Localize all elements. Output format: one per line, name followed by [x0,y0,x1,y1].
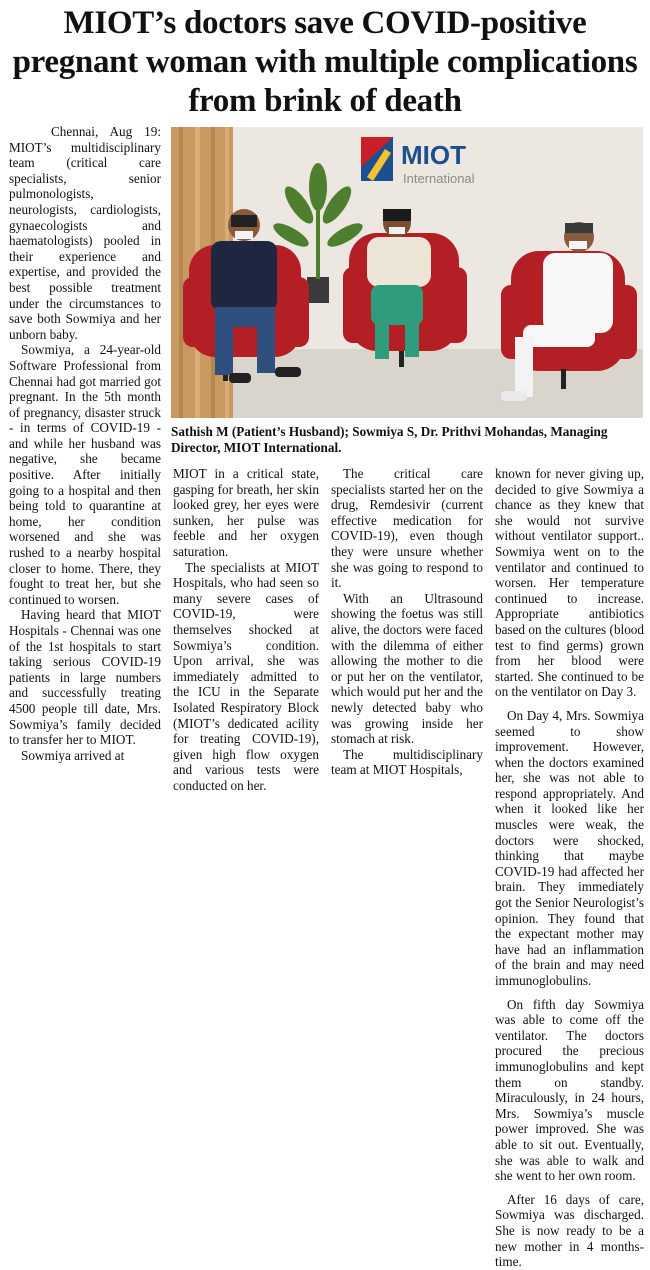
article-column-2 [173,466,319,793]
article-paragraph: On fifth day Sowmiya was able to come off the ventilator. The doctors procured the precious immunoglobulins and kept them on standby. Miraculously, in 24 hours, Mrs. Sowmiya’s muscle power improved. She was able to sit out. Eventually, she was able to walk and she went to her own room. [495,996,644,1184]
article-paragraph: Chennai, Aug 19: MIOT’s multidisciplinary team (critical care specialists, senior pulmonologists, neurologists, cardiologists, gynaecologists and haematologists) pooled in their experience and expertise, and provided the best possible treatment under the circumstances to save both Sowmiya and her unborn baby. [9,124,161,342]
article-paragraph: Sowmiya arrived at [21,747,125,763]
article-paragraph: After 16 days of care, Sowmiya was discharged. She is now ready to be a new mother in 4 months-time. [495,1191,644,1270]
logo-brand-text: MIOT [401,140,466,170]
article-paragraph: The multidisciplinary team at MIOT Hospitals, [331,746,483,778]
article-paragraph: MIOT in a critical state, gasping for breath, her skin looked grey, her eyes were sunken, her pulse was feeble and her oxygen saturation. [173,466,319,559]
article-paragraph: With an Ultrasound showing the foetus was still alive, the doctors were faced with the dilemma of either allowing the mother to die or put her on the ventilator, which would put her and the newly detected baby who was growing inside her stomach at risk. [331,590,483,747]
logo-sub-text: International [403,171,475,186]
article-column-1 [9,124,161,763]
article-paragraph: Sowmiya, a 24-year-old Software Professional from Chennai had got married got pregnant. In the 5th month of pregnancy, disaster struck - in terms of COVID-19 - and while her husband was negative, she became positive. After initially going to a hospital and then being told to quarantine at home, her condition worsened and she was rushed to a nearby hospital closer to home. There, they fought to treat her, but she continued to worsen. [9,342,161,607]
article-paragraph: On Day 4, Mrs. Sowmiya seemed to show improvement. However, when the doctors examined her, she was not able to respond appropriately. And when it looked like her muscles were weak, the doctors were shocked, thinking that maybe COVID-19 had affected her brain. They immediately got the Senior Neurologist’s opinion. They found that the expectant mother may have had an inflammation of the brain and may need immunoglobulins. [495,707,644,988]
article-paragraph: Having heard that MIOT Hospitals - Chennai was one of the 1st hospitals to start taking serious COVID-19 patients in large numbers and successfully treating 4500 people till date, Mrs. Sowmiya’s family decided to transfer her to MIOT. [9,607,161,748]
article-paragraph: The critical care specialists started her on the drug, Remdesivir (current effective medication for COVID-19), even though they were unsure whether she was going to respond to it. [331,466,483,591]
article-paragraph: The specialists at MIOT Hospitals, who had seen so many severe cases of COVID-19, were themselves shocked at Sowmiya’s condition. Upon arrival, she was immediately admitted to the ICU in the Separate Isolated Respiratory Block (MIOT’s dedicated acility for treating COVID-19), given high flow oxygen and various tests were conducted on her. [173,559,319,793]
dateline: Chennai, Aug 19: [51,124,161,139]
news-photo [171,127,643,418]
article-column-3 [331,466,483,778]
headline: MIOT’s doctors save COVID-positive pregnant woman with multiple complications from brink of death [12,5,638,119]
article-column-4 [495,466,644,1270]
photo-caption: Sathish M (Patient’s Husband); Sowmiya S, Dr. Prithvi Mohandas, Managing Director, MIOT International. [171,424,608,455]
miot-logo [361,137,475,186]
article-paragraph: known for never giving up, decided to give Sowmiya a chance as they knew that she would not survive without ventilator support.. Sowmiya went on to the ventilator and continued to worsen. Her temperature continued to increase. Appropriate antibiotics based on the cultures (blood test to find germs) grown from her blood were started. She continued to be on the ventilator on Day 3. [495,466,644,700]
